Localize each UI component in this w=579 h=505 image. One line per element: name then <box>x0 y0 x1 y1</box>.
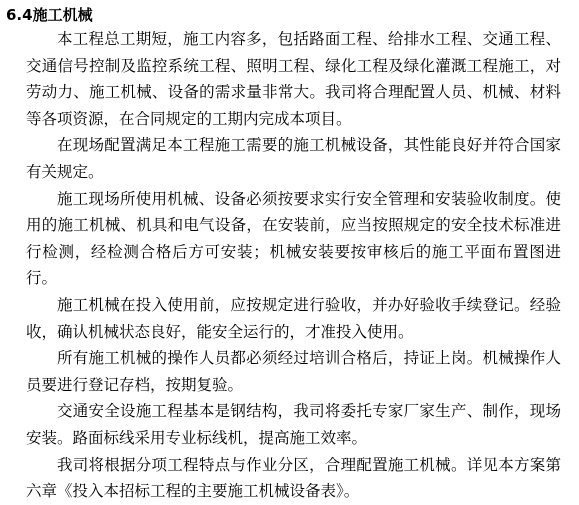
paragraph-machinery-allocation: 我司将根据分项工程特点与作业分区，合理配置施工机械。详见本方案第六章《投入本招标工程的主要施工机械设备表》。 <box>26 455 561 501</box>
paragraph-safety-management: 施工现场所使用机械、设备必须按要求实行安全管理和安装验收制度。使用的施工机械、机具和电气设备，在安装前，应当按照规定的安全技术标准进行检测，经检测合格后方可安装；机械安装要按审核后的施工平面布置图进行。 <box>26 189 561 288</box>
paragraph-equipment-config: 在现场配置满足本工程施工需要的施工机械设备，其性能良好并符合国家有关规定。 <box>26 136 561 181</box>
section-heading: 6.4施工机械 <box>6 6 93 24</box>
paragraph-operators: 所有施工机械的操作人员都必须经过培训合格后，持证上岗。机械操作人员要进行登记存档，按期复验。 <box>26 349 561 394</box>
paragraph-acceptance: 施工机械在投入使用前，应按规定进行验收，并办好验收手续登记。经验收，确认机械状态良好，能安全运行的，才准投入使用。 <box>26 295 561 341</box>
paragraph-overview: 本工程总工期短，施工内容多，包括路面工程、给排水工程、交通工程、交通信号控制及监控系统工程、照明工程、绿化工程及绿化灌溉工程施工，对劳动力、施工机械、设备的需求量非常大。我司将合理配置人员、机械、材料等各项资源，在合同规定的工期内完成本项目。 <box>26 30 561 128</box>
paragraph-traffic-facilities: 交通安全设施工程基本是钢结构，我司将委托专家厂家生产、制作，现场安装。路面标线采用专业标线机，提高施工效率。 <box>26 402 561 447</box>
